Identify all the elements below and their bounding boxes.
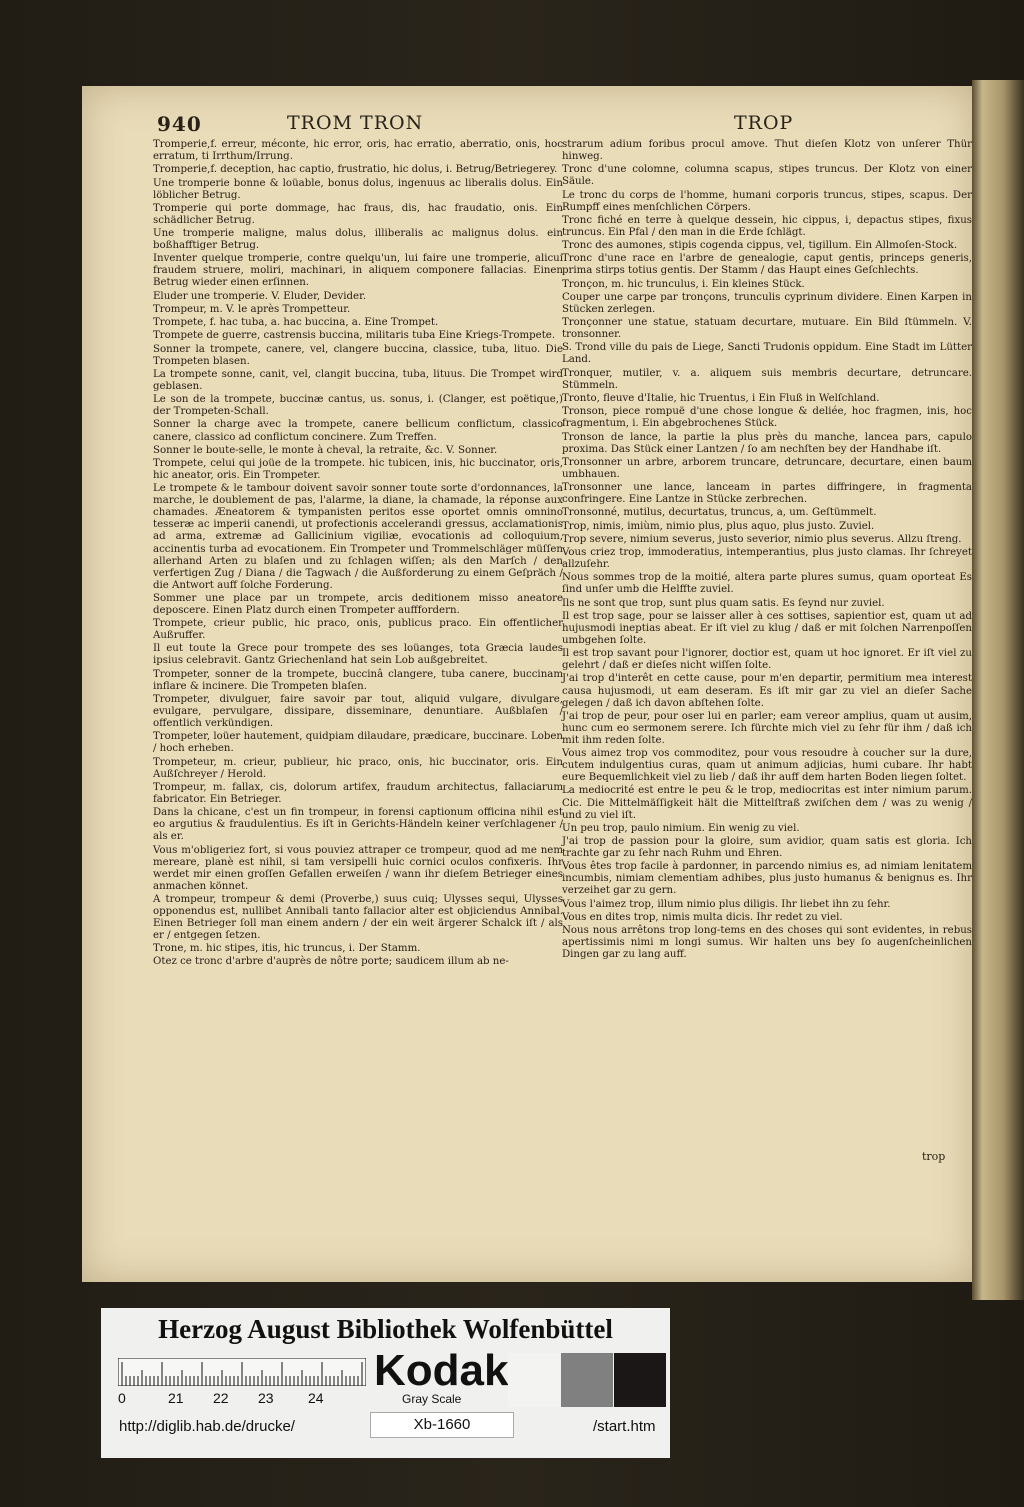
- dictionary-entry: Vous aimez trop vos commoditez, pour vous resoudre à coucher sur la dure, cutem indulgentius curas, quam ut animum adjicias, humi cubare. Ihr habt eure Bequemlichkeit viel zu lieb / daß ihr auff dem harten Boden liegen ſoltet.: [562, 748, 972, 784]
- dictionary-entry: Tronçonner une statue, statuam decurtare, mutuare. Ein Bild ſtümmeln. V. tronsonner.: [562, 317, 972, 341]
- dictionary-entry: Une tromperie maligne, malus dolus, illiberalis ac malignus dolus. ein boßhafftiger Betrug.: [153, 228, 563, 252]
- dictionary-entry: Ils ne sont que trop, sunt plus quam satis. Es ſeynd nur zuviel.: [562, 597, 885, 609]
- ruler-label: 21: [168, 1390, 184, 1406]
- dictionary-entry: J'ai trop d'interêt en cette cause, pour m'en departir, permitium mea interest causa hujusmodi, ut eam deseram. Es iſt mir gar zu viel an dieſer Sache gelegen / daß ich davon abſtehen ſolte.: [562, 673, 972, 709]
- dictionary-entry: Trompeter, loüer hautement, quidpiam dilaudare, prædicare, buccinare. Loben / hoch erheben.: [153, 731, 563, 755]
- dictionary-entry: La mediocrité est entre le peu & le trop, mediocritas est inter nimium parum. Cic. Die Mittelmäſſigkeit hält die Mittelſtraß zwiſchen dem / was zu wenig / und zu viel iſt.: [562, 785, 972, 821]
- dictionary-entry: Sommer une place par un trompete, arcis deditionem misso aneatore deposcere. Einen Platz durch einen Trompeter aufffordern.: [153, 592, 563, 616]
- dictionary-entry: Vous êtes trop facile à pardonner, in parcendo nimius es, ad nimiam lenitatem incumbis, nimiam clementiam adhibes, plus justo humanus & benignus es. Ihr verzeihet gar zu gern.: [562, 861, 972, 897]
- dictionary-entry: Le tronc du corps de l'homme, humani corporis truncus, stipes, scapus. Der Rumpff eines menſchlichen Cörpers.: [562, 189, 972, 213]
- dictionary-entry: Tronson, piece rompuë d'une chose longue & deliée, hoc fragmen, inis, hoc fragmentum, i. Ein abgebrochenes Stück.: [562, 406, 972, 430]
- dictionary-entry: Vous en dites trop, nimis multa dicis. Ihr redet zu viel.: [562, 911, 843, 923]
- dictionary-entry: Tromperie,f. erreur, méconte, hic error, oris, hac erratio, aberratio, onis, hoc erratum, ti Irrthum/Irrung.: [153, 139, 563, 163]
- left-column: [153, 139, 563, 970]
- ruler-label: 24: [308, 1390, 324, 1406]
- start-page-link: /start.htm: [593, 1418, 656, 1435]
- dictionary-entry: Trompete, celui qui joüe de la trompete. hic tubicen, inis, hic buccinator, oris, hic aneator, oris. Ein Trompeter.: [153, 457, 563, 482]
- dictionary-entry: Tronc des aumones, stipis cogenda cippus, vel, tigillum. Ein Allmoſen-Stock.: [562, 240, 958, 252]
- dictionary-entry: Trompeur, m. fallax, cis, dolorum artifex, fraudum architectus, fallaciarum fabricator. Ein Betrieger.: [153, 781, 563, 805]
- dictionary-entry: A trompeur, trompeur & demi (Proverbe,) suus cuiq; Ulysses sequi, Ulysses opponendus est, nullibet Annibali tanto fallacior alter est objiciendus Annibal. Einen Betrieger ſoll man einem andern / der ein weit ärgerer Schalck iſt / als er / entgegen ſetzen.: [153, 893, 563, 942]
- dictionary-entry: Il eut toute la Grece pour trompete des ses loüanges, tota Græcia laudes ipsius celebravit. Gantz Griechenland hat sein Lob außgebreitet.: [153, 643, 563, 667]
- dictionary-entry: Nous nous arrêtons trop long-tems en des choses qui sont evidentes, in rebus apertissimis nimi m longi sumus. Wir halten uns bey ſo augenſcheinlichen Dingen gar zu lang auff.: [562, 925, 972, 961]
- dictionary-entry: Une tromperie bonne & loüable, bonus dolus, ingenuus ac liberalis dolus. Ein löblicher Betrug.: [153, 177, 563, 201]
- right-column: [562, 139, 972, 962]
- dictionary-entry: Tronto, fleuve d'Italie, hic Truentus, i Ein Fluß in Welſchland.: [562, 393, 880, 404]
- dictionary-entry: Il est trop savant pour l'ignorer, doctior est, quam ut hoc ignoret. Er iſt viel zu gelehrt / daß er dieſes nicht wiſſen ſolte.: [562, 648, 972, 672]
- dictionary-entry: Nous sommes trop de la moitié, altera parte plures sumus, quam oporteat Es ſind unſer umb die Helffte zuviel.: [562, 572, 972, 596]
- dictionary-entry: Eluder une tromperie. V. Eluder, Devider.: [153, 290, 367, 302]
- gray-patch-white: [508, 1353, 560, 1407]
- gray-patch-mid: [561, 1353, 613, 1407]
- gray-scale-label: Gray Scale: [402, 1392, 462, 1406]
- dictionary-entry: J'ai trop de passion pour la gloire, sum avidior, quam satis est gloria. Ich trachte gar zu ſehr nach Ruhm und Ehren.: [562, 836, 972, 860]
- ruler-label: 23: [258, 1390, 274, 1406]
- shelf-signature: Xb-1660: [370, 1412, 514, 1438]
- dictionary-entry: Sonner la trompete, canere, vel, clangere buccina, classice, tuba, lituo. Die Trompeten blasen.: [153, 343, 563, 367]
- dictionary-entry: Le son de la trompete, buccinæ cantus, us. sonus, i. (Clanger, est poëtique,) der Trompeten-Schall.: [153, 394, 563, 418]
- dictionary-entry: Inventer quelque tromperie, contre quelqu'un, lui faire une tromperie, alicui fraudem struere, moliri, machinari, in aliquem componere fallacias. Einen Betrug wieder einen erſinnen.: [153, 253, 563, 289]
- dictionary-entry: Trop severe, nimium severus, justo severior, nimio plus severus. Allzu ſtreng.: [562, 533, 962, 545]
- dictionary-entry: Il est trop sage, pour se laisser aller à ces sottises, sapientior est, quam ut ad hujusmodi ineptias abeat. Er iſt viel zu klug / daß er mit ſolchen Narrenpoſſen umbgehen ſolte.: [562, 610, 972, 646]
- facing-page-edge: [972, 80, 1024, 1300]
- ruler-scale: [118, 1358, 366, 1386]
- dictionary-entry: Tronsonné, mutilus, decurtatus, truncus, a, um. Geſtümmelt.: [562, 507, 877, 519]
- dictionary-entry: Trompete de guerre, castrensis buccina, militaris tuba Eine Kriegs-Trompete.: [153, 330, 556, 342]
- dictionary-entry: Tronsonner un arbre, arborem truncare, detruncare, decurtare, einen baum umbhauen.: [562, 456, 972, 480]
- catchword: trop: [922, 1150, 946, 1163]
- dictionary-entry: Couper une carpe par tronçons, trunculis cyprinum dividere. Einen Karpen in Stücken zerlegen.: [562, 291, 972, 315]
- dictionary-entry: Trop, nimis, imiùm, nimio plus, plus aquo, plus justo. Zuviel.: [562, 520, 875, 532]
- dictionary-entry: Tronc d'une race en l'arbre de genealogie, caput gentis, princeps generis, prima stirps totius gentis. Der Stamm / das Haupt eines Geſchlechts.: [562, 253, 972, 277]
- dictionary-entry: strarum adium foribus procul amove. Thut dieſen Klotz von unſerer Thür hinweg.: [562, 139, 972, 163]
- dictionary-entry: Tronquer, mutiler, v. a. aliquem suis membris decurtare, detruncare. Stümmeln.: [562, 367, 972, 391]
- page-number: 940: [157, 112, 202, 136]
- dictionary-entry: Otez ce tronc d'arbre d'auprès de nôtre porte; saudicem illum ab ne-: [153, 956, 509, 968]
- dictionary-entry: Trompete, crieur public, hic praco, onis, publicus praco. Ein offentlicher Außruffer.: [153, 618, 563, 642]
- dictionary-entry: Tromperie qui porte dommage, hac fraus, dis, hac fraudatio, onis. Ein schädlicher Betrug.: [153, 202, 563, 226]
- dictionary-entry: Tronson de lance, la partie la plus près du manche, lancea pars, capulo proxima. Das Stück einer Lantzen / ſo am nechſten bey der Handhabe iſt.: [562, 431, 972, 455]
- dictionary-entry: Un peu trop, paulo nimium. Ein wenig zu viel.: [562, 822, 800, 834]
- dictionary-entry: Vous l'aimez trop, illum nimio plus diligis. Ihr liebet ihn zu ſehr.: [562, 898, 891, 910]
- dictionary-entry: S. Trond ville du pais de Liege, Sancti Trudonis oppidum. Eine Stadt im Lütter Land.: [562, 342, 972, 366]
- dictionary-entry: Trompeter, sonner de la trompete, buccinâ clangere, tuba canere, buccinam inflare & incinere. Die Trompeten blaſen.: [153, 668, 563, 692]
- ruler-label: 0: [118, 1390, 126, 1406]
- running-head-right: TROP: [734, 112, 794, 134]
- dictionary-entry: J'ai trop de peur, pour oser lui en parler; eam vereor amplius, quam ut ausim, hunc cum eo sermonem serere. Ich fürchte mich viel zu ſehr für ihm / daß ich mit ihm reden ſolte.: [562, 710, 972, 746]
- dictionary-entry: Trompeter, divulguer, faire savoir par tout, aliquid vulgare, divulgare, evulgare, pervulgare, dissipare, disseminare, denuntiare. Außblaſen / offentlich verkündigen.: [153, 694, 563, 730]
- dictionary-entry: Le trompete & le tambour doivent savoir sonner toute sorte d'ordonnances, la marche, le doublement de pas, l'alarme, la diane, la chamade, la réponse aux chamades. Æneatorem & tympanisten peritos esse oportet omnis omnino tesseræ ac imperii canendi, ut profectionis accelerandi gressus, acclamationis ad arma, extremæ ad Gallicinium vigiliæ, evocationis ad colloquium, accinentis turba ad evocationem. Ein Trompeter und Trommelschläger müſſen allerhand Arten zu blaſen und zu ſchlagen wiſſen; als den Marſch / den verfertigen Zug / Diana / die Tagwach / die Außforderung zu einem Geſpräch / die Antwort auff ſolche Forderung.: [153, 483, 563, 591]
- gray-patch-black: [614, 1353, 666, 1407]
- dictionary-entry: La trompete sonne, canit, vel, clangit buccina, tuba, lituus. Die Trompet wird geblasen.: [153, 368, 563, 392]
- source-url: http://diglib.hab.de/drucke/: [119, 1418, 295, 1435]
- dictionary-entry: Vous criez trop, immoderatius, intemperantius, plus justo clamas. Ihr ſchreyet allzuſehr.: [562, 547, 972, 571]
- dictionary-entry: Tronc d'une colomne, columna scapus, stipes truncus. Der Klotz von einer Säule.: [562, 164, 972, 188]
- dictionary-entry: Trone, m. hic stipes, itis, hic truncus, i. Der Stamm.: [153, 943, 421, 955]
- dictionary-entry: Vous m'obligeriez fort, si vous pouviez attraper ce trompeur, quod ad me nem mereare, planè est nihil, si tam versipelli huic cornici oculos confixeris. Ihr werdet mir einen groſſen Gefallen erweiſen / wann ihr dieſem Betrieger eines anmachen könnet.: [153, 844, 563, 892]
- dictionary-entry: Dans la chicane, c'est un fin trompeur, in forensi captionum officina nihil est eo argutius & fraudulentius. Es iſt in Gerichts-Händeln keiner verſchlagener / als er.: [153, 807, 563, 843]
- dictionary-entry: Trompeteur, m. crieur, publieur, hic praco, onis, hic buccinator, oris. Ein Außſchreyer / Herold.: [153, 756, 563, 780]
- ruler-label: 22: [213, 1390, 229, 1406]
- dictionary-entry: Sonner la charge avec la trompete, canere bellicum conflictum, classico canere, classico ad conflictum concinere. Zum Treffen.: [153, 419, 563, 443]
- dictionary-entry: Tromperie,f. deception, hac captio, frustratio, hic dolus, i. Betrug/Betriegerey.: [153, 164, 558, 176]
- dictionary-entry: Tronçon, m. hic trunculus, i. Ein kleines Stück.: [562, 278, 805, 290]
- library-title: Herzog August Bibliothek Wolfenbüttel: [158, 1314, 613, 1344]
- dictionary-entry: Tronc fiché en terre à quelque dessein, hic cippus, i, depactus stipes, fixus truncus. Ein Pfal / den man in die Erde ſchlägt.: [562, 214, 972, 238]
- dictionary-entry: Sonner le boute-selle, le monte à cheval, la retraite, &c. V. Sonner.: [153, 444, 498, 456]
- kodak-logo: Kodak: [374, 1346, 509, 1395]
- running-head-left: TROM TRON: [287, 112, 424, 134]
- dictionary-entry: Trompete, f. hac tuba, a. hac buccina, a. Eine Trompet.: [153, 317, 439, 329]
- dictionary-entry: Tronsonner une lance, lanceam in partes diffringere, in fragmenta confringere. Eine Lantze in Stücke zerbrechen.: [562, 482, 972, 506]
- dictionary-entry: Trompeur, m. V. le après Trompetteur.: [153, 303, 351, 315]
